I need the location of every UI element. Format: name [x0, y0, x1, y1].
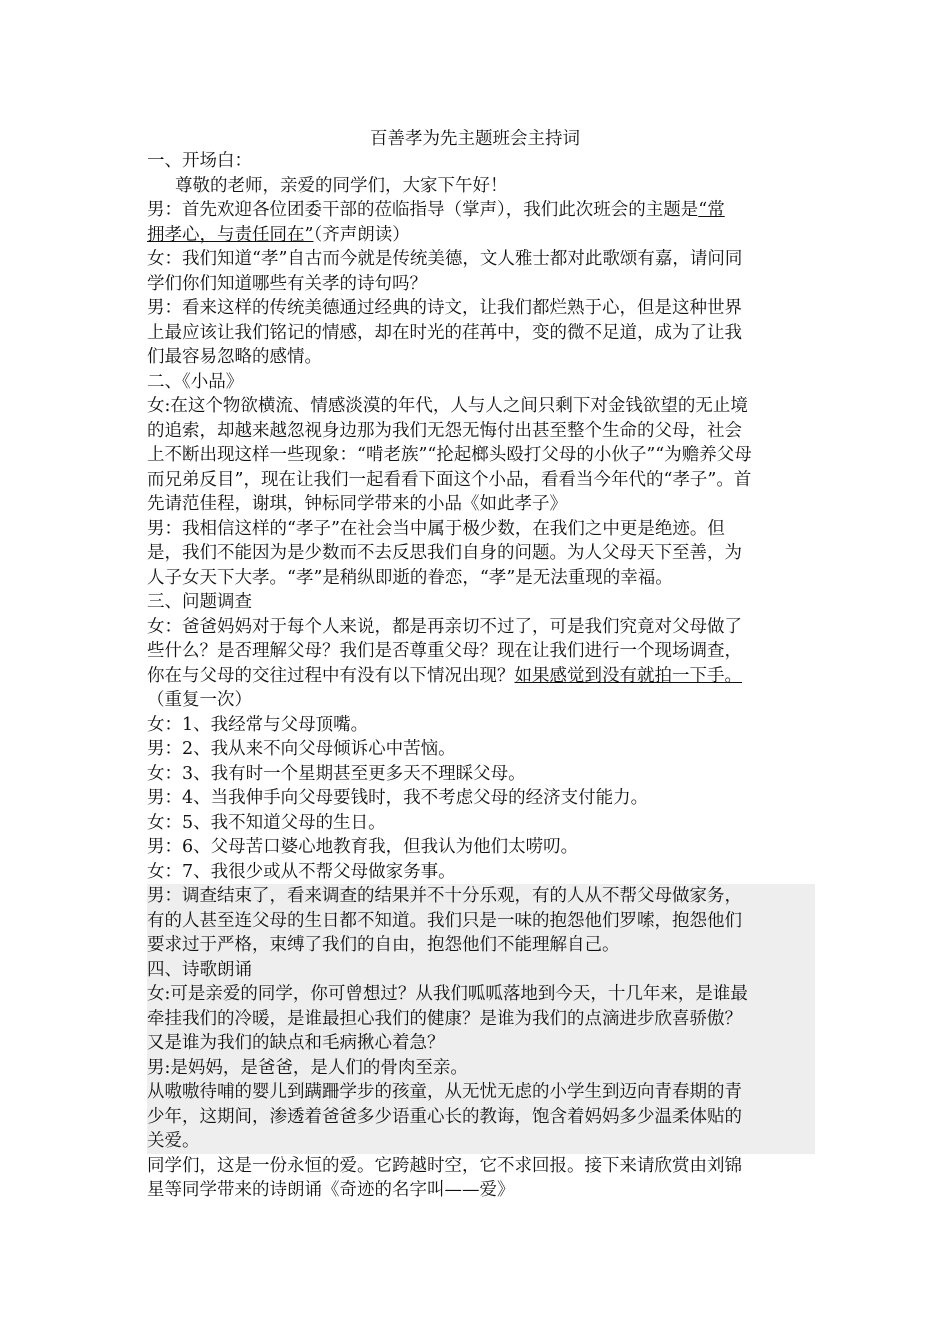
text-line	[147, 394, 815, 419]
text-line	[147, 982, 815, 1007]
document-body	[147, 149, 815, 1203]
line-text: 上最应该让我们铭记的情感，却在时光的荏苒中，变的微不足道，成为了让我	[147, 322, 742, 343]
text-line	[147, 541, 815, 566]
line-text: （重复一次）	[147, 690, 252, 710]
line-text: 少年，这期间，渗透着爸爸多少语重心长的教诲，饱含着妈妈多少温柔体贴的	[147, 1106, 742, 1127]
highlighted-segment	[147, 1129, 815, 1154]
highlighted-segment	[147, 884, 815, 909]
text-line	[147, 615, 815, 640]
text-line	[147, 1056, 815, 1081]
text-line	[147, 1031, 815, 1056]
text-line	[147, 909, 815, 934]
highlighted-segment	[147, 1031, 815, 1056]
line-text: 男：调查结束了，看来调查的结果并不十分乐观，有的人从不帮父母做家务，	[147, 886, 742, 906]
text-line	[147, 1154, 815, 1179]
line-text: 男：4、当我伸手向父母要钱时，我不考虑父母的经济支付能力。	[147, 788, 649, 808]
text-line	[147, 419, 815, 444]
text-line	[147, 272, 815, 297]
line-text: 女：7、我很少或从不帮父母做家务事。	[147, 861, 456, 882]
line-text: 男：我相信这样的“孝子”在社会当中属于极少数，在我们之中更是绝迹。但	[147, 518, 725, 539]
line-text: 女:可是亲爱的同学，你可曾想过？从我们呱呱落地到今天，十几年来，是谁最	[147, 984, 748, 1004]
highlighted-segment	[147, 982, 815, 1007]
line-text: （齐声朗读）	[313, 224, 410, 245]
text-line	[147, 860, 815, 885]
document-title: 百善孝为先主题班会主持词	[370, 129, 580, 149]
line-text: 星等同学带来的诗朗诵《奇迹的名字叫——爱》	[147, 1180, 515, 1200]
text-line	[147, 443, 815, 468]
line-text: 三、问题调查	[147, 592, 252, 612]
underlined-text: 拥孝心，与责任同在”	[147, 224, 314, 245]
line-text: 上不断出现这样一些现象：“啃老族”“抡起榔头殴打父母的小伙子”“为赡养父母	[147, 445, 752, 465]
underlined-text: “常	[698, 200, 725, 220]
text-line	[147, 223, 815, 248]
text-line	[147, 198, 815, 223]
line-text: 关爱。	[147, 1131, 200, 1151]
line-text: 男：6、父母苦口婆心地教育我，但我认为他们太唠叨。	[147, 837, 579, 857]
text-line	[147, 688, 815, 713]
line-text: 男:是妈妈，是爸爸，是人们的骨肉至亲。	[147, 1057, 468, 1078]
line-text: 女：我们知道“孝”自古而今就是传统美德，文人雅士都对此歌颂有嘉，请问同	[147, 249, 743, 269]
highlighted-segment	[147, 933, 815, 958]
line-text: 是，我们不能因为是少数而不去反思我们自身的问题。为人父母天下至善，为	[147, 543, 742, 563]
line-text: 而兄弟反目”，现在让我们一起看看下面这个小品，看看当今年代的“孝子”。首	[147, 469, 752, 490]
line-text: 一、开场白：	[147, 151, 252, 171]
text-line	[147, 1105, 815, 1130]
line-text: 从嗷嗷待哺的婴儿到蹒跚学步的孩童，从无忧无虑的小学生到迈向青春期的青	[147, 1082, 742, 1102]
line-text: 男：看来这样的传统美德通过经典的诗文，让我们都烂熟于心，但是这种世界	[147, 298, 742, 318]
text-line	[147, 517, 815, 542]
line-text: 们最容易忽略的感情。	[147, 347, 322, 367]
line-text: 二、《小品》	[147, 371, 244, 392]
line-text: 同学们，这是一份永恒的爱。它跨越时空，它不求回报。接下来请欣赏由刘锦	[147, 1155, 742, 1176]
highlighted-segment	[147, 909, 815, 934]
line-text: 女：爸爸妈妈对于每个人来说，都是再亲切不过了，可是我们究竟对父母做了	[147, 616, 742, 637]
text-line	[147, 492, 815, 517]
text-line	[147, 321, 815, 346]
line-text: 人子女天下大孝。“孝”是稍纵即逝的眷恋，“孝”是无法重现的幸福。	[147, 567, 673, 588]
line-text: 尊敬的老师，亲爱的同学们，大家下午好！	[175, 175, 508, 196]
text-line	[147, 1178, 815, 1203]
text-line	[147, 884, 815, 909]
text-line	[147, 468, 815, 493]
text-line	[147, 737, 815, 762]
text-line	[147, 247, 815, 272]
line-text: 牵挂我们的冷暖，是谁最担心我们的健康？是谁为我们的点滴进步欣喜骄傲？	[147, 1008, 742, 1029]
text-line	[147, 296, 815, 321]
line-text: 又是谁为我们的缺点和毛病揪心着急？	[147, 1033, 445, 1053]
line-text: 男：首先欢迎各位团委干部的莅临指导（掌声），我们此次班会的主题是	[147, 200, 699, 220]
line-text: 四、诗歌朗诵	[147, 959, 252, 980]
text-line	[147, 1080, 815, 1105]
line-text: 女:在这个物欲横流、情感淡漠的年代，人与人之间只剩下对金钱欲望的无止境	[147, 396, 748, 416]
text-line	[147, 713, 815, 738]
line-text: 有的人甚至连父母的生日都不知道。我们只是一味的抱怨他们罗嗦，抱怨他们	[147, 910, 742, 931]
line-text: 要求过于严格，束缚了我们的自由，抱怨他们不能理解自己。	[147, 935, 620, 955]
text-line	[147, 1129, 815, 1154]
line-text: 些什么？是否理解父母？我们是否尊重父母？现在让我们进行一个现场调查，	[147, 641, 742, 661]
text-line	[147, 149, 815, 174]
text-line	[147, 786, 815, 811]
text-line	[147, 933, 815, 958]
highlighted-segment	[147, 958, 815, 983]
line-text: 女：1、我经常与父母顶嘴。	[147, 714, 369, 735]
highlighted-segment	[147, 1007, 815, 1032]
line-text: 的追索，却越来越忽视身边那为我们无怨无悔付出甚至整个生命的父母，社会	[147, 420, 742, 441]
highlighted-segment	[147, 1056, 815, 1081]
underlined-text: 如果感觉到没有就拍一下手。	[514, 665, 742, 686]
text-line	[147, 639, 815, 664]
line-text: 女：3、我有时一个星期甚至更多天不理睬父母。	[147, 763, 526, 784]
text-line	[147, 1007, 815, 1032]
line-text: 先请范佳程，谢琪，钟标同学带来的小品《如此孝子》	[147, 494, 567, 514]
line-text: 女：5、我不知道父母的生日。	[147, 812, 386, 833]
text-line	[147, 835, 815, 860]
highlighted-segment	[147, 1080, 815, 1105]
text-line	[147, 345, 815, 370]
text-line	[147, 566, 815, 591]
text-line	[147, 174, 815, 199]
line-text: 学们你们知道哪些有关孝的诗句吗？	[147, 273, 427, 294]
text-line	[147, 590, 815, 615]
line-text: 你在与父母的交往过程中有没有以下情况出现？	[147, 665, 515, 686]
text-line	[147, 762, 815, 787]
text-line	[147, 370, 815, 395]
text-line	[147, 958, 815, 983]
line-text: 男：2、我从来不向父母倾诉心中苦恼。	[147, 739, 456, 759]
highlighted-segment	[147, 1105, 815, 1130]
text-line	[147, 664, 815, 689]
text-line	[147, 811, 815, 836]
